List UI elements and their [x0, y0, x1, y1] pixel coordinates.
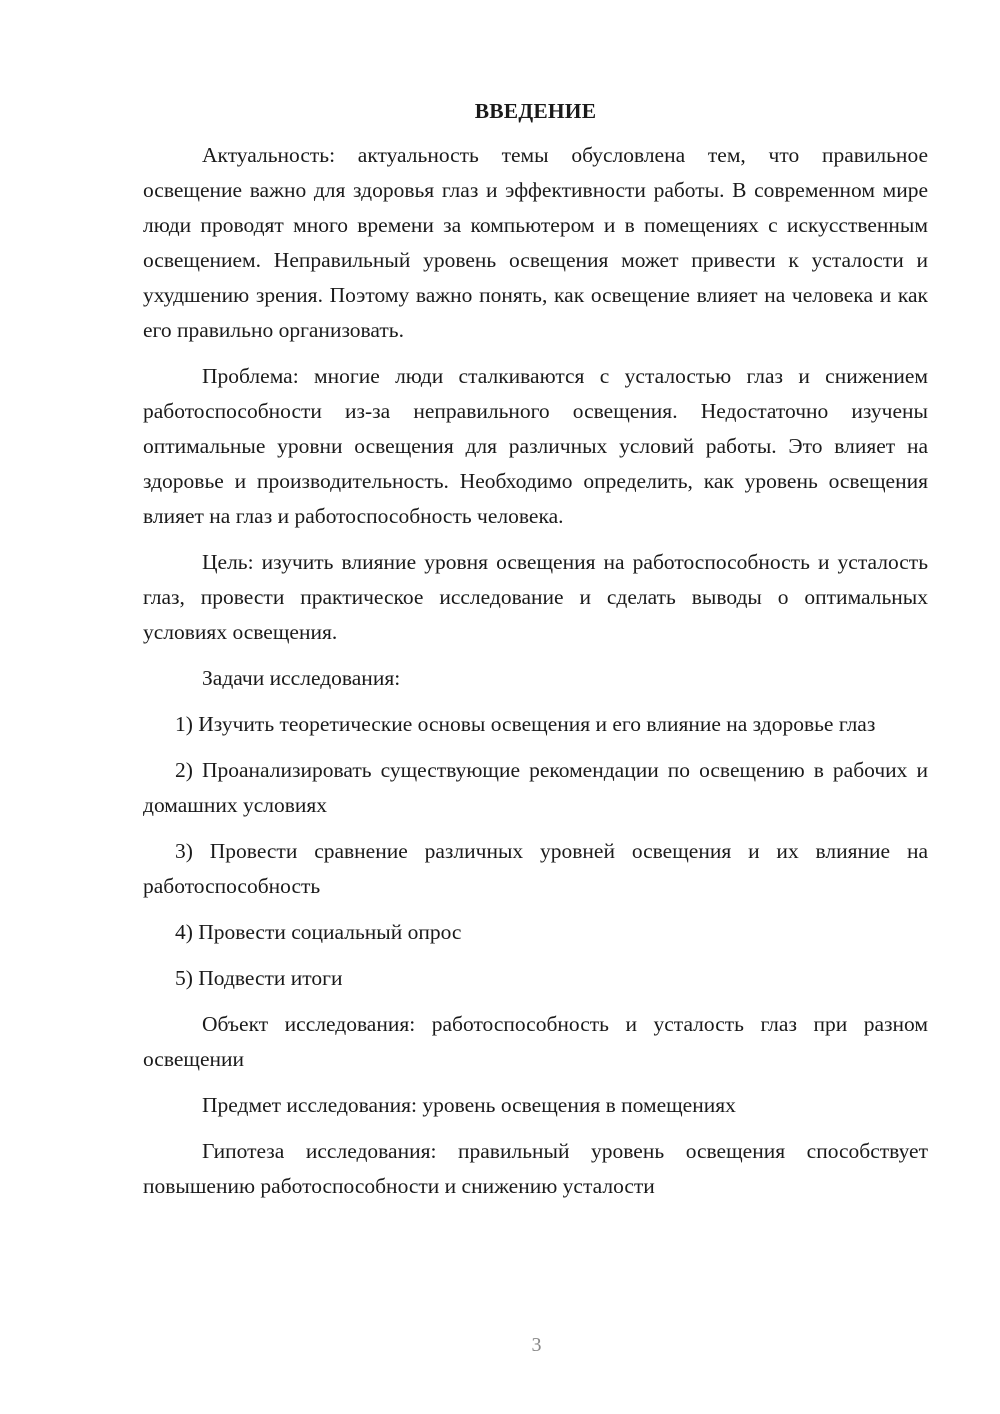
object-paragraph: Объект исследования: работоспособность и усталость глаз при разном освещении	[143, 1012, 928, 1071]
document-page	[143, 94, 928, 1204]
task-item-5: 5) Подвести итоги	[175, 966, 343, 990]
task-item-4: 4) Провести социальный опрос	[175, 920, 462, 944]
task-item-3: 3) Провести сравнение различных уровней освещения и их влияние на работоспособность	[143, 839, 928, 898]
subject-paragraph: Предмет исследования: уровень освещения в помещениях	[202, 1093, 736, 1117]
section-title: ВВЕДЕНИЕ	[474, 99, 597, 123]
task-item-1: 1) Изучить теоретические основы освещения и его влияние на здоровье глаз	[175, 712, 876, 736]
tasks-heading: Задачи исследования:	[202, 666, 401, 690]
relevance-paragraph: Актуальность: актуальность темы обусловлена тем, что правильное освещение важно для здоровья глаз и эффективности работы. В современном мире люди проводят много времени за компьютером и в помещениях с искусственным освещением. Неправильный уровень освещения может привести к усталости и ухудшению зрения. Поэтому важно понять, как освещение влияет на человека и как его правильно организовать.	[143, 143, 928, 342]
task-item-2: 2) Проанализировать существующие рекомендации по освещению в рабочих и домашних условиях	[143, 758, 928, 817]
page-number: 3	[531, 1334, 542, 1356]
hypothesis-paragraph: Гипотеза исследования: правильный уровень освещения способствует повышению работоспособности и снижению усталости	[143, 1139, 928, 1198]
goal-paragraph: Цель: изучить влияние уровня освещения на работоспособность и усталость глаз, провести практическое исследование и сделать выводы о оптимальных условиях освещения.	[143, 550, 928, 644]
problem-paragraph: Проблема: многие люди сталкиваются с усталостью глаз и снижением работоспособности из-за неправильного освещения. Недостаточно изучены оптимальные уровни освещения для различных условий работы. Это влияет на здоровье и производительность. Необходимо определить, как уровень освещения влияет на глаз и работоспособность человека.	[143, 364, 928, 528]
